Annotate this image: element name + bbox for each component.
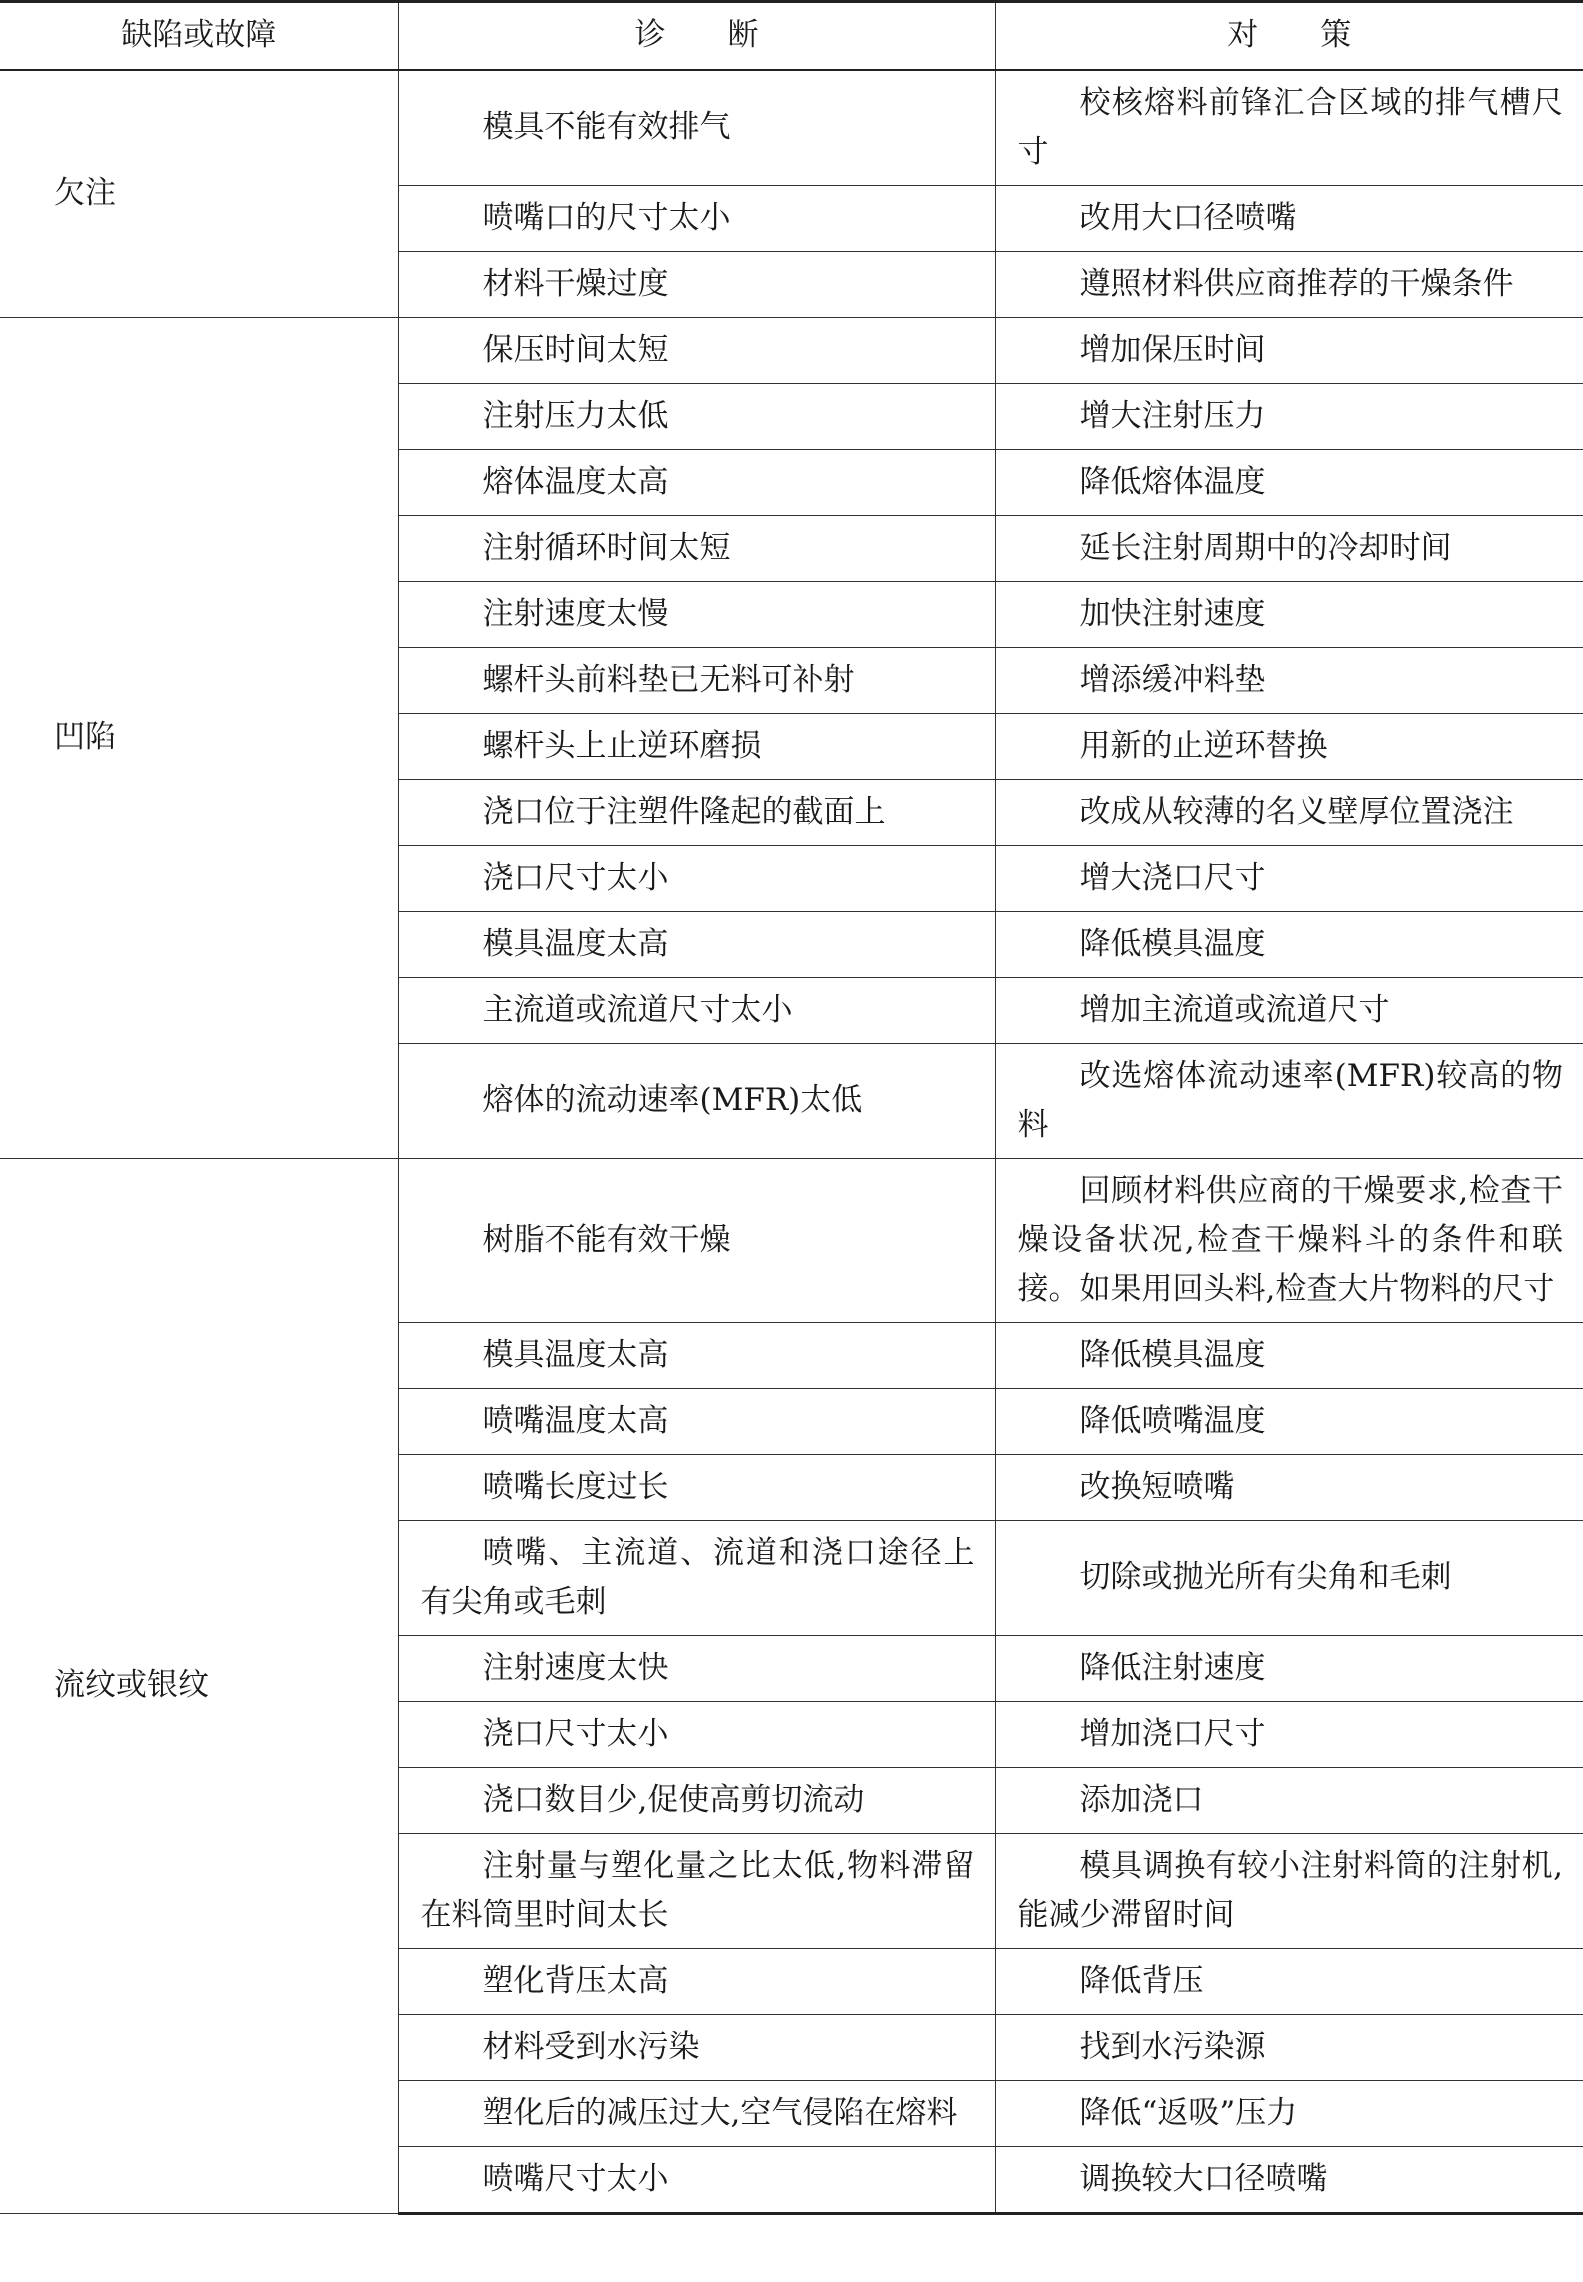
measure-cell: 降低模具温度 bbox=[995, 1322, 1583, 1388]
table-row bbox=[0, 317, 1583, 383]
diagnosis-cell: 主流道或流道尺寸太小 bbox=[398, 977, 995, 1043]
measure-cell: 添加浇口 bbox=[995, 1767, 1583, 1833]
diagnosis-cell: 熔体温度太高 bbox=[398, 449, 995, 515]
measure-cell: 找到水污染源 bbox=[995, 2014, 1583, 2080]
diagnosis-cell: 浇口数目少,促使高剪切流动 bbox=[398, 1767, 995, 1833]
diagnosis-cell: 浇口位于注塑件隆起的截面上 bbox=[398, 779, 995, 845]
diagnosis-cell: 喷嘴口的尺寸太小 bbox=[398, 185, 995, 251]
measure-cell: 增大注射压力 bbox=[995, 383, 1583, 449]
diagnosis-cell: 喷嘴尺寸太小 bbox=[398, 2146, 995, 2213]
diagnosis-cell: 喷嘴长度过长 bbox=[398, 1454, 995, 1520]
header-defect: 缺陷或故障 bbox=[0, 2, 398, 70]
measure-cell: 改换短喷嘴 bbox=[995, 1454, 1583, 1520]
diagnosis-cell: 塑化背压太高 bbox=[398, 1948, 995, 2014]
measure-cell: 改成从较薄的名义壁厚位置浇注 bbox=[995, 779, 1583, 845]
measure-cell: 增大浇口尺寸 bbox=[995, 845, 1583, 911]
header-diagnosis: 诊 断 bbox=[398, 2, 995, 70]
diagnosis-cell: 浇口尺寸太小 bbox=[398, 845, 995, 911]
defect-group-short-shot bbox=[0, 70, 1583, 318]
measure-cell: 降低“返吸”压力 bbox=[995, 2080, 1583, 2146]
diagnosis-cell: 注射压力太低 bbox=[398, 383, 995, 449]
measure-cell: 降低模具温度 bbox=[995, 911, 1583, 977]
measure-cell: 降低注射速度 bbox=[995, 1635, 1583, 1701]
measure-cell: 改选熔体流动速率(MFR)较高的物料 bbox=[995, 1043, 1583, 1158]
measure-cell: 降低喷嘴温度 bbox=[995, 1388, 1583, 1454]
diagnosis-cell: 材料干燥过度 bbox=[398, 251, 995, 317]
diagnosis-cell: 注射循环时间太短 bbox=[398, 515, 995, 581]
measure-cell: 校核熔料前锋汇合区域的排气槽尺寸 bbox=[995, 70, 1583, 186]
defect-name-cell: 欠注 bbox=[0, 70, 398, 318]
table-row bbox=[0, 70, 1583, 186]
diagnosis-cell: 注射量与塑化量之比太低,物料滞留在料筒里时间太长 bbox=[398, 1833, 995, 1948]
diagnosis-cell: 熔体的流动速率(MFR)太低 bbox=[398, 1043, 995, 1158]
diagnosis-cell: 模具温度太高 bbox=[398, 911, 995, 977]
diagnosis-cell: 塑化后的减压过大,空气侵陷在熔料 bbox=[398, 2080, 995, 2146]
diagnosis-cell: 保压时间太短 bbox=[398, 317, 995, 383]
measure-cell: 模具调换有较小注射料筒的注射机,能减少滞留时间 bbox=[995, 1833, 1583, 1948]
measure-cell: 降低熔体温度 bbox=[995, 449, 1583, 515]
measure-cell: 延长注射周期中的冷却时间 bbox=[995, 515, 1583, 581]
diagnosis-cell: 螺杆头上止逆环磨损 bbox=[398, 713, 995, 779]
diagnosis-cell: 喷嘴、主流道、流道和浇口途径上有尖角或毛刺 bbox=[398, 1520, 995, 1635]
measure-cell: 切除或抛光所有尖角和毛刺 bbox=[995, 1520, 1583, 1635]
diagnosis-cell: 注射速度太快 bbox=[398, 1635, 995, 1701]
defect-name-cell: 流纹或银纹 bbox=[0, 1158, 398, 2213]
diagnosis-cell: 材料受到水污染 bbox=[398, 2014, 995, 2080]
measure-cell: 增加浇口尺寸 bbox=[995, 1701, 1583, 1767]
measure-cell: 遵照材料供应商推荐的干燥条件 bbox=[995, 251, 1583, 317]
measure-cell: 降低背压 bbox=[995, 1948, 1583, 2014]
diagnosis-cell: 模具温度太高 bbox=[398, 1322, 995, 1388]
table-header bbox=[0, 2, 1583, 70]
header-row bbox=[0, 2, 1583, 70]
diagnosis-cell: 注射速度太慢 bbox=[398, 581, 995, 647]
diagnosis-cell: 喷嘴温度太高 bbox=[398, 1388, 995, 1454]
header-measure: 对 策 bbox=[995, 2, 1583, 70]
diagnosis-cell: 螺杆头前料垫已无料可补射 bbox=[398, 647, 995, 713]
measure-cell: 增添缓冲料垫 bbox=[995, 647, 1583, 713]
defect-name-cell: 凹陷 bbox=[0, 317, 398, 1158]
measure-cell: 用新的止逆环替换 bbox=[995, 713, 1583, 779]
diagnosis-cell: 浇口尺寸太小 bbox=[398, 1701, 995, 1767]
diagnosis-cell: 树脂不能有效干燥 bbox=[398, 1158, 995, 1322]
measure-cell: 增加主流道或流道尺寸 bbox=[995, 977, 1583, 1043]
measure-cell: 调换较大口径喷嘴 bbox=[995, 2146, 1583, 2213]
defect-group-sink-mark bbox=[0, 317, 1583, 1158]
measure-cell: 加快注射速度 bbox=[995, 581, 1583, 647]
measure-cell: 回顾材料供应商的干燥要求,检查干燥设备状况,检查干燥料斗的条件和联接。如果用回头料,检查大片物料的尺寸 bbox=[995, 1158, 1583, 1322]
measure-cell: 增加保压时间 bbox=[995, 317, 1583, 383]
defect-group-flow-mark bbox=[0, 1158, 1583, 2213]
diagnosis-cell: 模具不能有效排气 bbox=[398, 70, 995, 186]
measure-cell: 改用大口径喷嘴 bbox=[995, 185, 1583, 251]
table-row bbox=[0, 1158, 1583, 1322]
